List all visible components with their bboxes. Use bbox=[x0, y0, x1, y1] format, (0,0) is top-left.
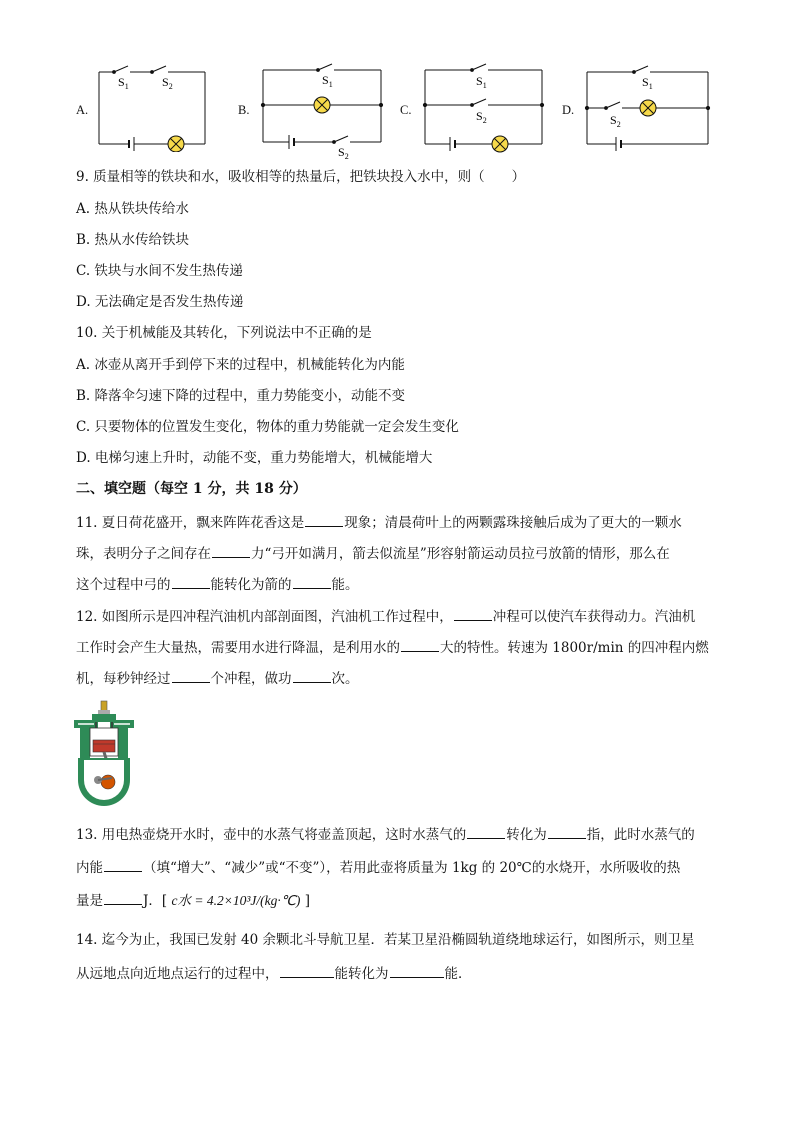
q14-line-1: 14. 迄今为止，我国已发射 40 余颗北斗导航卫星．若某卫星沿椭圆轨道绕地球运行，如图所示，则卫星 bbox=[76, 932, 695, 948]
answer-blank[interactable] bbox=[454, 606, 492, 621]
answer-blank[interactable] bbox=[280, 963, 334, 978]
q12-text: 冲程可以使汽车获得动力。汽油机 bbox=[492, 609, 696, 625]
option-d-letter[interactable]: D. bbox=[562, 103, 575, 117]
q14-text: 能． bbox=[444, 966, 472, 982]
q13-text: J．[ bbox=[143, 893, 168, 909]
q9-option-c[interactable]: C. 铁块与水间不发生热传递 bbox=[76, 263, 243, 279]
specific-heat-formula: c水 = 4.2×10³J/(kg·℃) bbox=[171, 893, 301, 908]
q13-text: 转化为 bbox=[506, 827, 547, 843]
q13-text: 指，此时水蒸气的 bbox=[586, 827, 695, 843]
q11-text: 这个过程中弓的 bbox=[76, 577, 171, 593]
q10-stem: 10. 关于机械能及其转化，下列说法中不正确的是 bbox=[76, 325, 372, 341]
answer-blank[interactable] bbox=[104, 857, 142, 872]
switch-s1-label: $S_1$ bbox=[322, 73, 333, 89]
q13-line-2 bbox=[76, 857, 680, 877]
q11-text: 力“弓开如满月，箭去似流星”形容射箭运动员拉弓放箭的情形，那么在 bbox=[251, 546, 670, 562]
circuit-diagram-b bbox=[256, 62, 388, 160]
q13-text: ] bbox=[304, 893, 310, 909]
engine-cross-section-figure bbox=[72, 700, 136, 808]
q13-line-1 bbox=[76, 824, 695, 844]
q12-line-3 bbox=[76, 668, 359, 688]
answer-blank[interactable] bbox=[212, 543, 250, 558]
circuit-diagram-d bbox=[580, 62, 716, 156]
q12-text: 个冲程，做功 bbox=[210, 671, 292, 687]
circuit-diagram-c bbox=[418, 62, 550, 160]
switch-s1-label: $S_1$ bbox=[118, 75, 129, 91]
q13-text: 量是 bbox=[76, 893, 103, 909]
q9-stem: 9. 质量相等的铁块和水，吸收相等的热量后，把铁块投入水中，则（ ） bbox=[76, 169, 526, 185]
q13-line-3 bbox=[76, 890, 310, 910]
q9-option-d[interactable]: D. 无法确定是否发生热传递 bbox=[76, 294, 244, 310]
answer-blank[interactable] bbox=[172, 668, 210, 683]
option-c-letter[interactable]: C. bbox=[400, 103, 412, 117]
q10-option-d[interactable]: D. 电梯匀速上升时，动能不变，重力势能增大，机械能增大 bbox=[76, 450, 433, 466]
q13-text: （填“增大”、“减少”或“不变”），若用此壶将质量为 1kg 的 20℃的水烧开，水所吸收的热 bbox=[143, 860, 681, 876]
q11-text: 能。 bbox=[331, 577, 359, 593]
answer-blank[interactable] bbox=[401, 637, 439, 652]
q9-option-a[interactable]: A. 热从铁块传给水 bbox=[76, 201, 189, 217]
q12-line-2 bbox=[76, 637, 709, 657]
switch-s1-label: $S_1$ bbox=[642, 75, 653, 91]
switch-s2-label: $S_2$ bbox=[162, 75, 173, 91]
q11-text: 珠，表明分子之间存在 bbox=[76, 546, 211, 562]
switch-s2-label: $S_2$ bbox=[610, 113, 621, 129]
circuit-diagram-a bbox=[92, 62, 212, 152]
q10-option-c[interactable]: C. 只要物体的位置发生变化，物体的重力势能就一定会发生变化 bbox=[76, 419, 459, 435]
q11-text: 能转化为箭的 bbox=[210, 577, 292, 593]
q12-text: 机，每秒钟经过 bbox=[76, 671, 171, 687]
answer-blank[interactable] bbox=[104, 890, 142, 905]
q13-text: 内能 bbox=[76, 860, 103, 876]
answer-blank[interactable] bbox=[293, 574, 331, 589]
answer-blank[interactable] bbox=[548, 824, 586, 839]
q10-option-a[interactable]: A. 冰壶从离开手到停下来的过程中，机械能转化为内能 bbox=[76, 357, 405, 373]
q14-text: 从远地点向近地点运行的过程中， bbox=[76, 966, 279, 982]
answer-blank[interactable] bbox=[305, 512, 343, 527]
answer-blank[interactable] bbox=[467, 824, 505, 839]
q12-line-1 bbox=[76, 606, 695, 626]
q11-line-2 bbox=[76, 543, 670, 563]
option-b-letter[interactable]: B. bbox=[238, 103, 250, 117]
switch-s1-label: $S_1$ bbox=[476, 74, 487, 90]
q12-text: 工作时会产生大量热，需要用水进行降温，是利用水的 bbox=[76, 640, 400, 656]
section-heading: 二、填空题（每空 1 分，共 18 分） bbox=[76, 481, 307, 497]
q12-text: 12. 如图所示是四冲程汽油机内部剖面图，汽油机工作过程中， bbox=[76, 609, 453, 625]
q14-line-2 bbox=[76, 963, 472, 983]
answer-blank[interactable] bbox=[293, 668, 331, 683]
answer-blank[interactable] bbox=[172, 574, 210, 589]
q12-text: 大的特性。转速为 1800r/min 的四冲程内燃 bbox=[440, 640, 709, 656]
switch-s2-label: $S_2$ bbox=[476, 109, 487, 125]
q14-text: 能转化为 bbox=[334, 966, 389, 982]
q11-line-3 bbox=[76, 574, 359, 594]
q10-option-b[interactable]: B. 降落伞匀速下降的过程中，重力势能变小，动能不变 bbox=[76, 388, 406, 404]
q12-text: 次。 bbox=[331, 671, 359, 687]
q9-option-b[interactable]: B. 热从水传给铁块 bbox=[76, 232, 190, 248]
q11-text: 11. 夏日荷花盛开，飘来阵阵花香这是 bbox=[76, 515, 305, 531]
switch-s2-label: $S_2$ bbox=[338, 145, 349, 160]
q13-text: 13. 用电热壶烧开水时，壶中的水蒸气将壶盖顶起，这时水蒸气的 bbox=[76, 827, 467, 843]
q11-text: 现象；清晨荷叶上的两颗露珠接触后成为了更大的一颗水 bbox=[344, 515, 682, 531]
answer-blank[interactable] bbox=[390, 963, 444, 978]
q11-line-1 bbox=[76, 512, 682, 532]
option-a-letter[interactable]: A. bbox=[76, 103, 89, 117]
